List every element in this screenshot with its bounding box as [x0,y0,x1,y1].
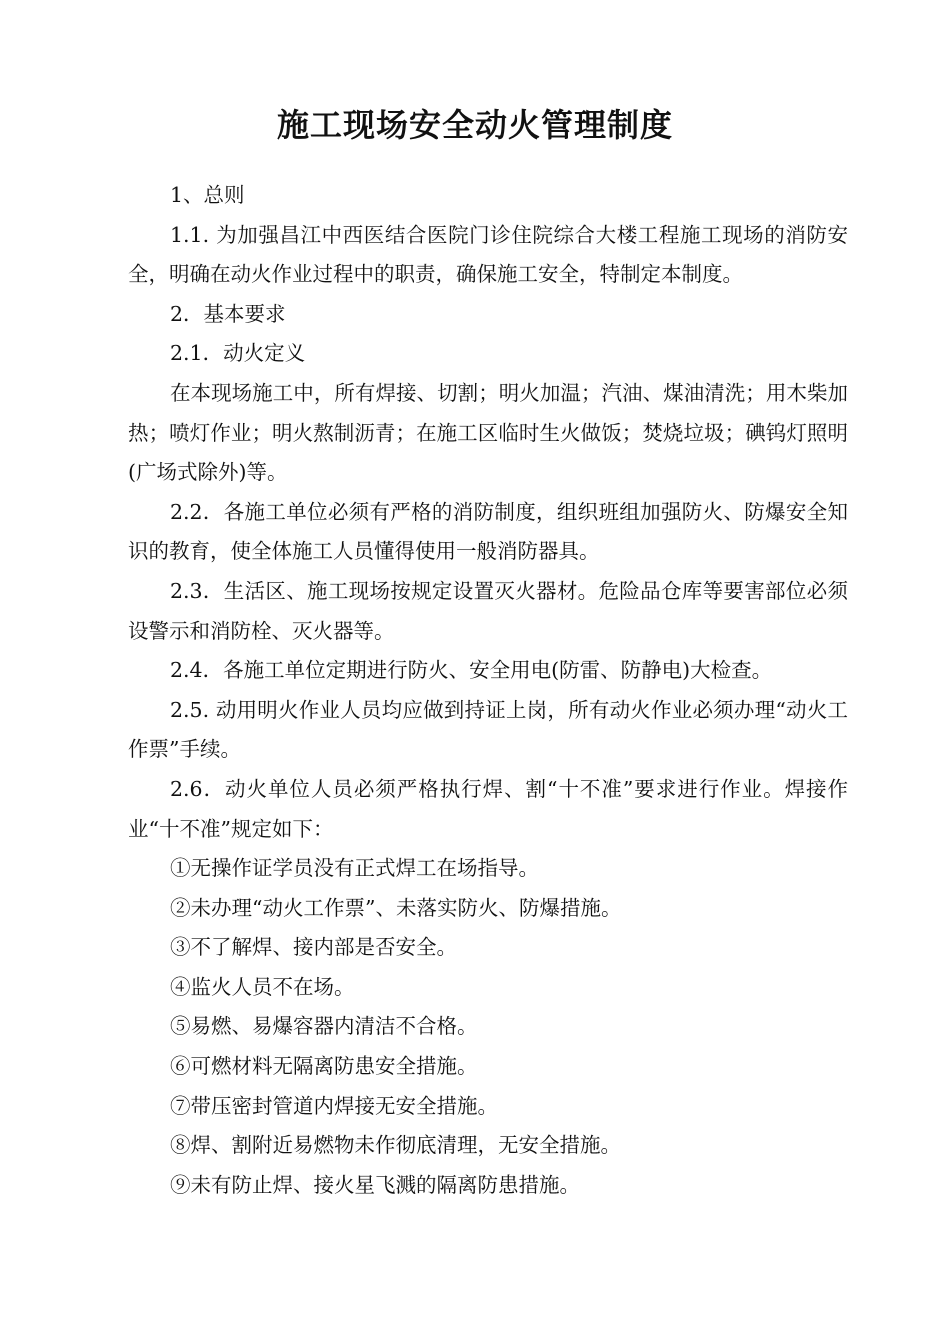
rule-item: ⑦带压密封管道内焊接无安全措施。 [170,1093,498,1118]
paragraph-2-3: 2.3．生活区、施工现场按规定设置灭火器材。危险品仓库等要害部位必须设警示和消防栓、灭火器等。 [128,578,848,643]
paragraph-2-6: 2.6．动火单位人员必须严格执行焊、割“十不准”要求进行作业。焊接作业“十不准”规定如下： [128,776,848,841]
rule-item: ⑧焊、割附近易燃物未作彻底清理，无安全措施。 [170,1133,621,1158]
section-heading-general: 1、总则 [170,183,245,207]
rule-item: ⑨未有防止焊、接火星飞溅的隔离防患措施。 [170,1172,580,1197]
rule-item: ⑥可燃材料无隔离防患安全措施。 [170,1054,478,1079]
subheading-2-1: 2.1．动火定义 [170,341,306,366]
rule-item: ①无操作证学员没有正式焊工在场指导。 [170,856,539,881]
document-title: 施工现场安全动火管理制度 [276,106,673,144]
paragraph-2-2: 2.2．各施工单位必须有严格的消防制度，组织班组加强防火、防爆安全知识的教育，使全体施工人员懂得使用一般消防器具。 [128,499,848,564]
paragraph-2-5: 2.5. 动用明火作业人员均应做到持证上岗，所有动火作业必须办理“动火工作票”手续。 [128,697,848,762]
rule-item: ③不了解焊、接内部是否安全。 [170,935,457,960]
section-heading-basic-requirements: 2．基本要求 [170,301,286,326]
paragraph-hot-work-definition: 在本现场施工中，所有焊接、切割；明火加温；汽油、煤油清洗；用木柴加热；喷灯作业；明火熬制沥青；在施工区临时生火做饭；焚烧垃圾；碘钨灯照明(广场式除外)等。 [128,380,848,485]
paragraph-2-4: 2.4．各施工单位定期进行防火、安全用电(防雷、防静电)大检查。 [170,658,773,683]
paragraph-1-1: 1.1. 为加强昌江中西医结合医院门诊住院综合大楼工程施工现场的消防安全，明确在动火作业过程中的职责，确保施工安全，特制定本制度。 [128,222,848,287]
document-body [128,176,848,1205]
rule-item: ⑤易燃、易爆容器内清洁不合格。 [170,1014,478,1039]
rule-item: ④监火人员不在场。 [170,974,355,999]
rule-item: ②未办理“动火工作票”、未落实防火、防爆措施。 [170,895,622,920]
